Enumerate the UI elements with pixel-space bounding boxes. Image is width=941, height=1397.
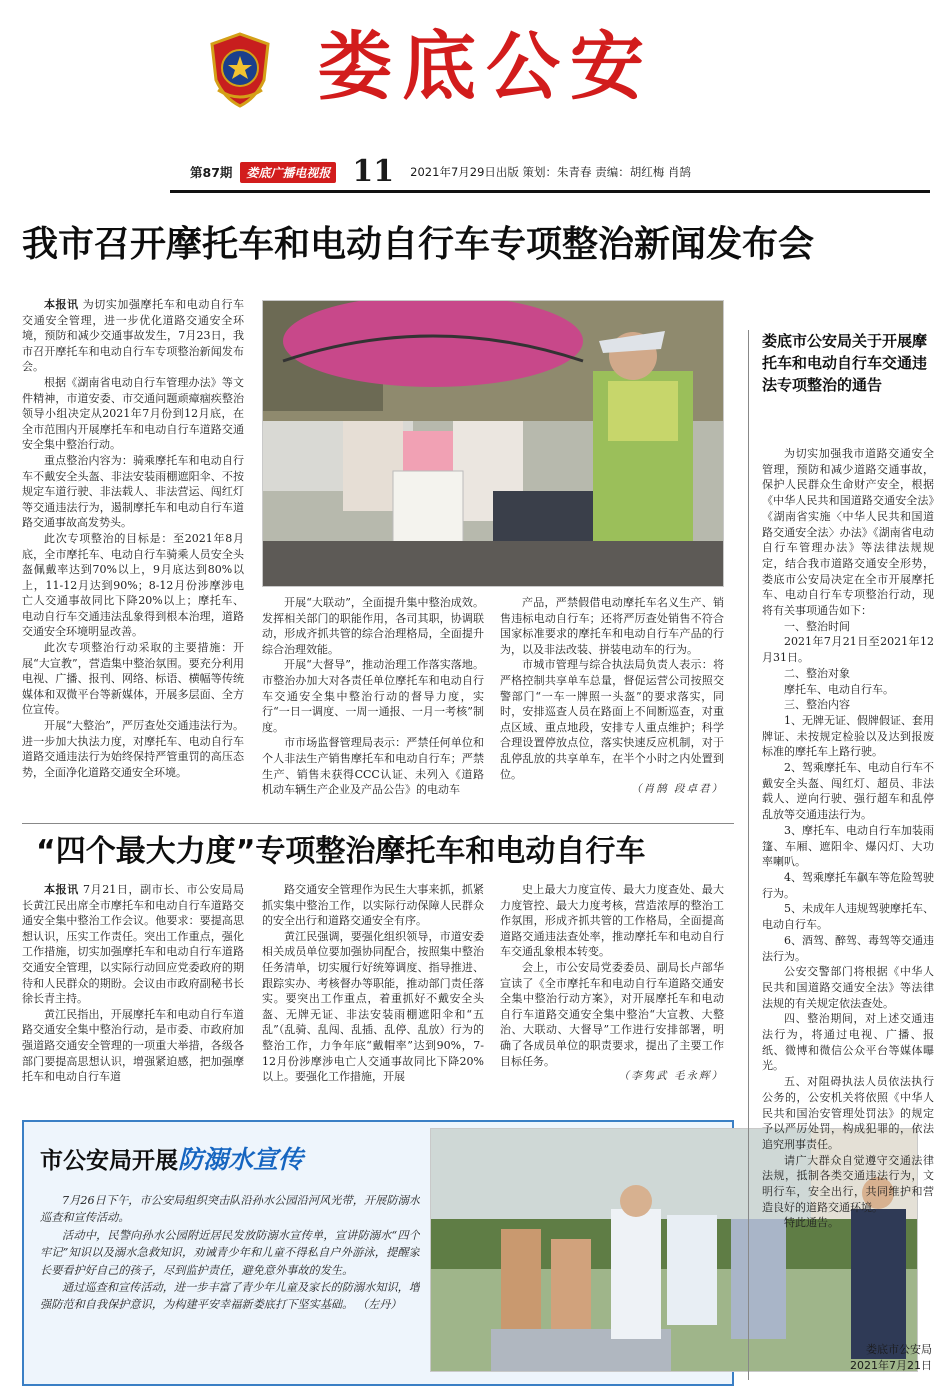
notice-title: 娄底市公安局关于开展摩托车和电动自行车交通违法专项整治的通告 — [762, 332, 928, 394]
newspaper-title: 娄底公安 — [318, 24, 654, 110]
article2-paragraph: 本报讯 7月21日，副市长、市公安局局长黄江民出席全市摩托车和电动自行车道路交通安全集中整治工作会议。他要求：要提高思想认识，压实工作责任。突出工作重点，强化工作措施，切实加强摩托车和电动自行车道路交通安全管理，以实际行动回应党委政府的期待和人民群众的期盼。会议由市政府副秘书长徐长青主持。 — [22, 883, 244, 1006]
notice-divider — [748, 330, 749, 1380]
issue-bar — [190, 154, 750, 189]
lead-label: 本报讯 — [44, 883, 79, 896]
article1-paragraph: 此次专项整治的目标是：至2021年8月底，全市摩托车、电动自行车骑乘人员安全头盔佩戴率达到70%以上，9月底达到80%以上，11-12月达到90%；8-12月份涉摩涉电亡人交通事故同比下降20%以上；摩托车、电动自行车交通违法乱象得到根本治理，道路交通安全环境明显改善。 — [22, 531, 244, 639]
notice-paragraph: 2021年7月21日至2021年12月31日。 — [762, 635, 934, 665]
notice-sign-org: 娄底市公安局 — [866, 1343, 932, 1356]
date-and-staff: 2021年7月29日出版 策划：朱青春 责编：胡红梅 肖鹄 — [410, 165, 691, 179]
flood-box-body — [40, 1192, 420, 1380]
lead-label: 本报讯 — [44, 298, 79, 311]
article1-paragraph: 产品，严禁假借电动摩托车名义生产、销售违标电动自行车；还将严厉查处销售不符合国家标准要求的摩托车和电动自行车产品的行为，以及非法改装、拼装电动车的行为。 — [500, 596, 724, 656]
headline-four-max-efforts: “四个最大力度”专项整治摩托车和电动自行车 — [36, 834, 646, 869]
article2-paragraph: 会上，市公安局党委委员、副局长卢部华宣读了《全市摩托车和电动自行车道路交通安全集中整治行动方案》，对开展摩托车和电动自行车道路交通安全集中整治“大宣教、大整治、大联动、大督导”工作进行安排部署，明确了各成员单位的职责要求，提出了主要工作目标任务。 — [500, 960, 724, 1068]
article2-paragraph: 黄江民指出，开展摩托车和电动自行车道路交通安全集中整治行动，是市委、市政府加强道路交通安全管理的一项重大举措，各级各部门要提高思想认识，增强紧迫感，把加强摩托车和电动自行车道 — [22, 1007, 244, 1084]
notice-paragraph: 五、对阻碍执法人员依法执行公务的，公安机关将依照《中华人民共和国治安管理处罚法》的规定予以严厉处罚，构成犯罪的，依法追究刑事责任。 — [762, 1075, 934, 1151]
article1-paragraph: 根据《湖南省电动自行车管理办法》等文件精神，市道安委、市交通问题顽瘴痼疾整治领导小组决定从2021年7月份到12月底，在全市范围内开展摩托车和电动自行车道路交通安全集中整治行动。 — [22, 375, 244, 452]
flood-box-title: 市公安局开展防溺水宣传 — [40, 1145, 304, 1174]
section-divider — [22, 823, 734, 824]
notice-paragraph: 特此通告。 — [784, 1216, 839, 1230]
notice-paragraph: 四、整治期间，对上述交通违法行为，将通过电视、广播、报纸、微博和微信公众平台等媒体曝光。 — [762, 1012, 934, 1073]
flood-paragraph: 活动中，民警向孙水公园附近居民发放防溺水宣传单，宣讲防溺水“四个牢记”知识以及溺水急救知识，劝诫青少年和儿童不得私自户外游泳，提醒家长要看护好自己的孩子，尽到监护责任，避免意外事故的发生。 — [40, 1228, 420, 1277]
article2-column-2 — [262, 882, 484, 1088]
police-emblem-logo — [206, 30, 274, 110]
article1-paragraph: 开展“大督导”，推动治理工作落实落地。市整治办加大对各责任单位摩托车和电动自行车交通安全集中整治行动的督导力度，实行“一日一调度、一周一通报、一月一考核”制度。 — [262, 658, 484, 734]
article1-paragraph: 此次专项整治行动采取的主要措施：开展“大宣教”，营造集中整治氛围。要充分利用电视、广播、报刊、网络、标语、横幅等传统媒体和双微平台等新媒体，开展多层面、全方位宣传。 — [22, 641, 244, 717]
article2-paragraph: 路交通安全管理作为民生大事来抓，抓紧抓实集中整治工作，以实际行动保障人民群众的安全出行和道路交通安全有序。 — [262, 883, 484, 928]
page-number: 11 — [352, 154, 395, 189]
headline-press-conference: 我市召开摩托车和电动自行车专项整治新闻发布会 — [22, 224, 815, 265]
article1-column-2 — [262, 595, 484, 817]
article1-column-3 — [500, 595, 724, 817]
article2-byline: （李隽武 毛永辉） — [618, 1070, 724, 1083]
notice-paragraph: 3、摩托车、电动自行车加装雨篷、车厢、遮阳伞、爆闪灯、大功率喇叭。 — [762, 823, 934, 869]
notice-paragraph: 一、整治时间 — [784, 619, 850, 633]
article1-paragraph: 市城市管理与综合执法局负责人表示：将严格控制共享单车总量，督促运营公司按照交警部门“一车一牌照一头盔”的要求落实，同时，安排巡查人员在路面上不间断巡查，对重点区域、重点地段，安排专人重点维护；科学合理设置停放点位，落实快速反应机制，对于乱停乱放的共享单车，在半个小时之内处置到位。 — [500, 658, 724, 781]
notice-paragraph: 5、未成年人违规驾驶摩托车、电动自行车。 — [762, 902, 934, 932]
flood-byline: （左丹） — [356, 1298, 402, 1312]
notice-paragraph: 请广大群众自觉遵守交通法律法规，抵制各类交通违法行为，文明行车，安全出行，共同维护和营造良好的道路交通环境。 — [762, 1153, 934, 1214]
issue-number: 第87期 — [190, 165, 233, 180]
notice-paragraph: 摩托车、电动自行车。 — [784, 682, 894, 696]
masthead-rule — [170, 190, 930, 193]
photo-police-checking-e-bike — [262, 300, 724, 587]
notice-paragraph: 为切实加强我市道路交通安全管理，预防和减少道路交通事故，保护人民群众生命财产安全，根据《中华人民共和国道路交通安全法》《湖南省实施〈中华人民共和国道路交通安全法〉办法》《湖南省电动自行车管理办法》等法律法规规定，结合我市道路交通安全形势，娄底市公安局决定在全市开展摩托车、电动自行车专项整治行动，现将有关事项通告如下： — [762, 447, 934, 618]
article2-column-3 — [500, 882, 724, 1088]
notice-sign-date: 2021年7月21日 — [850, 1359, 932, 1372]
article1-paragraph: 本报讯 为切实加强摩托车和电动自行车交通安全管理，进一步优化道路交通安全环境，预防和减少交通事故发生，7月23日，我市召开摩托车和电动自行车专项整治新闻发布会。 — [22, 298, 244, 374]
article1-column-1 — [22, 297, 244, 817]
notice-body — [762, 446, 934, 1346]
notice-paragraph: 4、驾乘摩托车飙车等危险驾驶行为。 — [762, 870, 934, 900]
notice-paragraph: 1、无牌无证、假牌假证、套用牌证、未按规定检验以及达到报废标准的摩托车上路行驶。 — [762, 713, 934, 759]
notice-paragraph: 2、驾乘摩托车、电动自行车不戴安全头盔、闯红灯、超员、非法载人、逆向行驶、强行超车和乱停乱放等交通违法行为。 — [762, 761, 934, 822]
article1-byline: （肖鹄 段卓君） — [631, 783, 724, 796]
notice-paragraph: 公安交警部门将根据《中华人民共和国道路交通安全法》等法律法规的有关规定依法查处。 — [762, 965, 934, 1010]
article1-paragraph: 市市场监督管理局表示：严禁任何单位和个人非法生产销售摩托车和电动自行车；严禁生产、销售未获得CCC认证、未列入《道路机动车辆生产企业及产品公告》的电动车 — [262, 736, 484, 797]
flood-paragraph: 通过巡查和宣传活动，进一步丰富了青少年儿童及家长的防溺水知识，增强防范和自我保护意识，为构建平安幸福新娄底打下坚实基础。 （左丹） — [40, 1281, 420, 1312]
article2-paragraph: 黄江民强调，要强化组织领导，市道安委相关成员单位要加强协同配合，按照集中整治任务清单，切实履行好统筹调度、指导推进、跟踪实办、考核督办等职能，推动部门责任落实。要突出工作重点，着重抓好不戴安全头盔、无牌无证、非法安装雨棚遮阳伞和“五乱”（乱骑、乱闯、乱插、乱停、乱放）行为的整治工作，力争年底“戴帽率”达到90%，7-12月份涉摩涉电亡人交通事故同比下降20%以上。要强化工作措施，开展 — [262, 929, 484, 1084]
flood-paragraph: 7月26日下午，市公安局组织突击队沿孙水公园沿河风光带，开展防溺水巡查和宣传活动。 — [40, 1194, 420, 1225]
article1-paragraph: 开展“大联动”，全面提升集中整治成效。发挥相关部门的职能作用，各司其职，协调联动，形成齐抓共管的综合治理格局，全面提升综合治理效能。 — [262, 596, 484, 656]
article1-paragraph: 重点整治内容为：骑乘摩托车和电动自行车不戴安全头盔、非法安装雨棚遮阳伞、不按规定车道行驶、非法载人、非法营运、闯红灯等交通违法行为，遏制摩托车和电动自行车道路交通事故高发势头。 — [22, 453, 244, 530]
notice-paragraph: 二、整治对象 — [784, 666, 850, 680]
brand-tag: 娄底广播电视报 — [240, 162, 336, 183]
notice-paragraph: 三、整治内容 — [784, 698, 850, 712]
notice-paragraph: 6、酒驾、醉驾、毒驾等交通违法行为。 — [762, 933, 934, 963]
article1-paragraph: 开展“大整治”，严厉查处交通违法行为。进一步加大执法力度，对摩托车、电动自行车道路交通违法行为始终保持严管重罚的高压态势，全面净化道路交通安全环境。 — [22, 719, 244, 779]
flood-title-highlight: 防溺水宣传 — [178, 1145, 304, 1174]
article2-column-1 — [22, 882, 244, 1088]
article2-paragraph: 史上最大力度宣传、最大力度查处、最大力度管控、最大力度考核，营造浓厚的整治工作氛围，形成齐抓共管的工作格局，全面提高道路交通违法查处率，推动摩托车和电动自行车交通乱象根本转变。 — [500, 883, 724, 959]
notice-signature — [762, 1342, 932, 1374]
